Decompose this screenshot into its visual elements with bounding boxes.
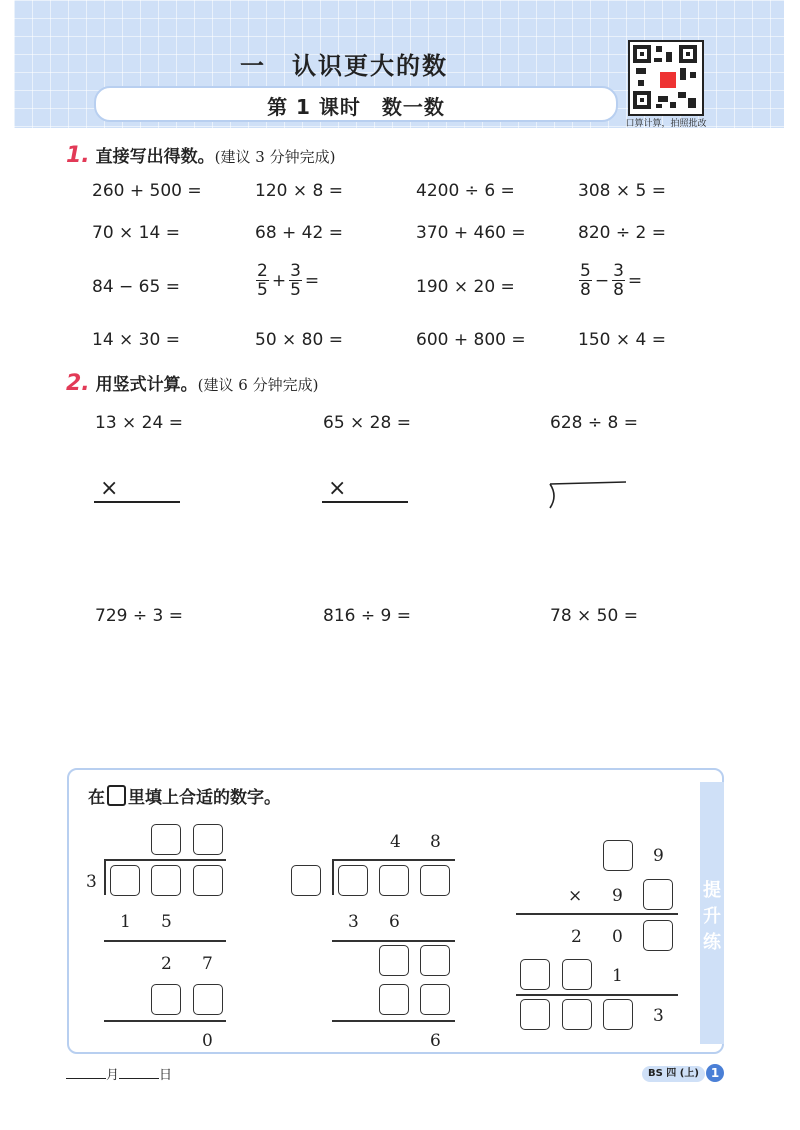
digit-box[interactable]	[291, 865, 321, 896]
calc-line	[332, 940, 455, 942]
lesson-title: 第 1 课时 数一数	[267, 95, 445, 119]
qr-caption: 口算计算，拍照批改	[625, 119, 707, 129]
calc-line	[516, 994, 678, 996]
challenge-title: 在 里填上合适的数字。	[88, 783, 281, 808]
problem: 50 × 80 =	[255, 330, 343, 350]
division-bracket	[332, 859, 334, 895]
section-2-title: 用竖式计算。	[95, 375, 198, 395]
date-field[interactable]: 月 日	[66, 1064, 172, 1083]
digit-box[interactable]	[193, 984, 223, 1015]
vertical-calc-line	[322, 501, 408, 503]
problem: 729 ÷ 3 =	[95, 606, 183, 626]
digit-box[interactable]	[562, 999, 592, 1030]
digit-box[interactable]	[151, 865, 181, 896]
digit: 3	[348, 912, 359, 932]
digit: 2	[571, 927, 582, 947]
digit: 1	[612, 966, 623, 986]
digit-box[interactable]	[643, 879, 673, 910]
problem: 78 × 50 =	[550, 606, 638, 626]
problem: 14 × 30 =	[92, 330, 180, 350]
problem: 4200 ÷ 6 =	[416, 181, 515, 201]
problem: 370 + 460 =	[416, 223, 526, 243]
digit: 2	[161, 954, 172, 974]
problem: 816 ÷ 9 =	[323, 606, 411, 626]
digit: 8	[430, 832, 441, 852]
digit-box[interactable]	[379, 984, 409, 1015]
problem: 13 × 24 =	[95, 413, 183, 433]
calc-line	[104, 1020, 226, 1022]
digit-box[interactable]	[193, 824, 223, 855]
qr-code-icon[interactable]	[628, 40, 704, 116]
digit-box[interactable]	[379, 865, 409, 896]
vertical-calc-line	[94, 501, 180, 503]
problem: 628 ÷ 8 =	[550, 413, 638, 433]
section-2-note: (建议 6 分钟完成)	[197, 376, 319, 394]
problem: 820 ÷ 2 =	[578, 223, 666, 243]
digit: 6	[430, 1031, 441, 1051]
digit-box[interactable]	[338, 865, 368, 896]
digit: 6	[389, 912, 400, 932]
fraction-problem: $\frac{5}{8}$ − $\frac{3}{8}$ =	[580, 261, 643, 300]
division-bracket	[546, 478, 628, 512]
problem: 260 + 500 =	[92, 181, 202, 201]
section-1-number: 1.	[66, 143, 90, 168]
calc-line	[332, 1020, 455, 1022]
logo-icon	[658, 70, 678, 90]
problem: 308 × 5 =	[578, 181, 666, 201]
digit-box[interactable]	[110, 865, 140, 896]
digit-box[interactable]	[643, 920, 673, 951]
digit: 9	[612, 886, 623, 906]
edition-badge: BS 四 (上)	[642, 1066, 705, 1082]
divisor: 3	[86, 872, 97, 892]
section-2-number: 2.	[66, 371, 90, 396]
digit-box[interactable]	[562, 959, 592, 990]
digit-box[interactable]	[193, 865, 223, 896]
calc-line	[104, 940, 226, 942]
times-symbol: ×	[100, 476, 119, 501]
problem: 65 × 28 =	[323, 413, 411, 433]
digit-box[interactable]	[151, 824, 181, 855]
division-line	[332, 859, 455, 861]
problem: 120 × 8 =	[255, 181, 343, 201]
lesson-title-pill	[94, 86, 618, 122]
digit: 1	[120, 912, 131, 932]
digit: 0	[202, 1031, 213, 1051]
digit: 0	[612, 927, 623, 947]
problem: 70 × 14 =	[92, 223, 180, 243]
digit-box[interactable]	[603, 999, 633, 1030]
problem: 68 + 42 =	[255, 223, 343, 243]
times-symbol: ×	[568, 886, 583, 906]
problem: 190 × 20 =	[416, 277, 515, 297]
problem: 150 × 4 =	[578, 330, 666, 350]
digit-box[interactable]	[379, 945, 409, 976]
digit: 9	[653, 846, 664, 866]
digit: 4	[390, 832, 401, 852]
times-symbol: ×	[328, 476, 347, 501]
section-1-heading	[66, 142, 335, 168]
unit-title: 一 认识更大的数	[240, 52, 448, 80]
problem: 600 + 800 =	[416, 330, 526, 350]
digit: 3	[653, 1006, 664, 1026]
digit-box[interactable]	[520, 999, 550, 1030]
side-tab-label: 提 升 练	[703, 880, 721, 953]
digit-box[interactable]	[420, 984, 450, 1015]
digit-box[interactable]	[420, 865, 450, 896]
inline-box-icon	[107, 785, 126, 806]
digit: 5	[161, 912, 172, 932]
section-1-note: (建议 3 分钟完成)	[214, 148, 336, 166]
section-1-title: 直接写出得数。	[95, 147, 215, 167]
digit-box[interactable]	[420, 945, 450, 976]
digit-box[interactable]	[151, 984, 181, 1015]
calc-line	[516, 913, 678, 915]
fraction-problem: $\frac{2}{5}$ + $\frac{3}{5}$ =	[257, 261, 320, 300]
problem: 84 − 65 =	[92, 277, 180, 297]
division-bracket	[104, 859, 106, 895]
section-2-heading	[66, 370, 318, 396]
digit-box[interactable]	[520, 959, 550, 990]
page-number: 1	[706, 1064, 724, 1082]
digit-box[interactable]	[603, 840, 633, 871]
digit: 7	[202, 954, 213, 974]
division-line	[104, 859, 226, 861]
